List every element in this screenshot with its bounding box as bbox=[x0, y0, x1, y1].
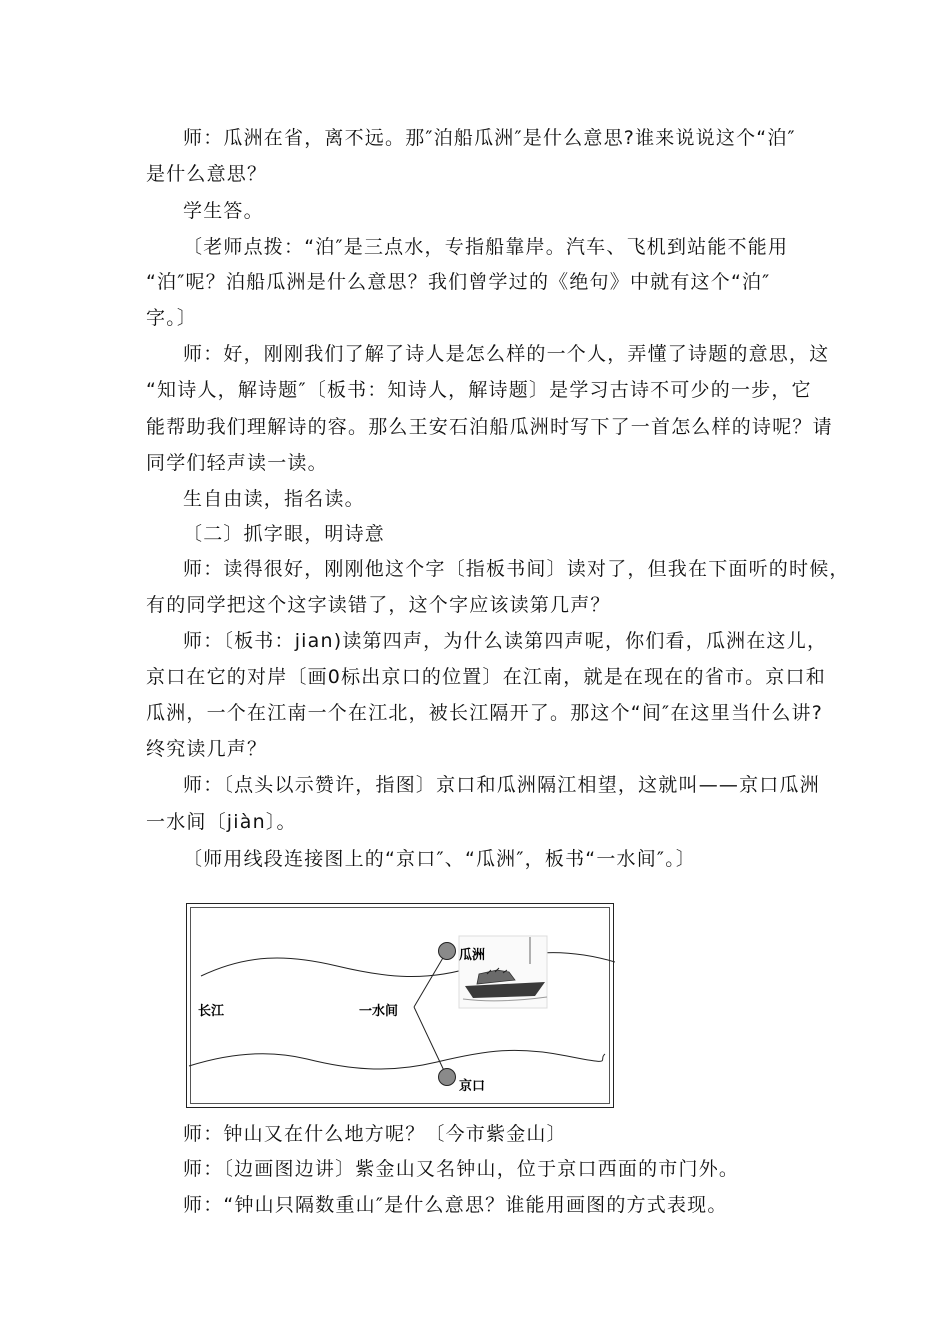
label-changjiang: 长江 bbox=[198, 1004, 225, 1019]
paragraph-line: 生自由读，指名读。 bbox=[183, 488, 365, 510]
paragraph-line: 师：〔边画图边讲〕紫金山又名钟山，位于京口西面的市门外。 bbox=[183, 1158, 740, 1180]
paragraph-line: 师：“钟山只隔数重山″是什么意思？谁能用画图的方式表现。 bbox=[183, 1194, 728, 1216]
paragraph-line: 师：瓜洲在省，离不远。那″泊船瓜洲″是什么意思?谁来说说这个“泊″ bbox=[183, 127, 796, 149]
section-heading: 〔二〕抓字眼，明诗意 bbox=[183, 523, 386, 545]
paragraph-line: 师：〔点头以示赞许，指图〕京口和瓜洲隔江相望，这就叫——京口瓜洲 bbox=[183, 774, 820, 796]
paragraph-line: 学生答。 bbox=[183, 200, 264, 222]
river-map-drawing bbox=[187, 904, 615, 1109]
label-jingkou: 京口 bbox=[459, 1079, 486, 1094]
paragraph-line: 〔老师点拨：“泊″是三点水，专指船靠岸。汽车、飞机到站能不能用 bbox=[183, 236, 789, 258]
label-guazhou: 瓜洲 bbox=[459, 948, 486, 963]
paragraph-line: 师：〔板书：jian)读第四声，为什么读第四声呢，你们看，瓜洲在这儿， bbox=[183, 630, 828, 652]
paragraph-line: 瓜洲，一个在江南一个在江北，被长江隔开了。那这个“间″在这里当什么讲? bbox=[146, 702, 824, 724]
paragraph-line: 同学们轻声读一读。 bbox=[146, 452, 328, 474]
paragraph-line: 能帮助我们理解诗的容。那么王安石泊船瓜洲时写下了一首怎么样的诗呢？请 bbox=[146, 416, 833, 438]
river-bank-north bbox=[201, 953, 615, 977]
paragraph-line: 〔师用线段连接图上的“京口″、“瓜洲″，板书“一水间″。〕 bbox=[183, 848, 697, 870]
paragraph-line: 一水间〔jiàn〕。 bbox=[146, 811, 297, 833]
river-map-figure bbox=[186, 903, 614, 1108]
jingkou-marker bbox=[439, 1069, 456, 1086]
connector-line-north bbox=[414, 951, 447, 1007]
paragraph-line: 京口在它的对岸〔画0标出京口的位置〕在江南，就是在现在的省市。京口和 bbox=[146, 666, 826, 688]
paragraph-line: 师：好，刚刚我们了解了诗人是怎么样的一个人，弄懂了诗题的意思，这 bbox=[183, 343, 830, 365]
label-yishuijian: 一水间 bbox=[359, 1004, 399, 1019]
paragraph-line: 是什么意思？ bbox=[146, 163, 268, 185]
paragraph-line: “泊″呢？泊船瓜洲是什么意思？我们曾学过的《绝句》中就有这个“泊″ bbox=[146, 271, 771, 293]
guazhou-marker bbox=[439, 943, 456, 960]
river-bank-south bbox=[189, 1050, 605, 1069]
paragraph-line: 有的同学把这个这字读错了，这个字应该读第几声？ bbox=[146, 594, 611, 616]
paragraph-line: 终究读几声？ bbox=[146, 738, 268, 760]
connector-line-south bbox=[414, 1007, 447, 1077]
paragraph-line: 师：钟山又在什么地方呢？〔今市紫金山〕 bbox=[183, 1123, 567, 1145]
paragraph-line: “知诗人，解诗题″〔板书：知诗人，解诗题〕是学习古诗不可少的一步，它 bbox=[146, 379, 812, 401]
paragraph-line: 字。〕 bbox=[146, 307, 198, 329]
paragraph-line: 师：读得很好，刚刚他这个字〔指板书间〕读对了，但我在下面听的时候， bbox=[183, 558, 850, 580]
